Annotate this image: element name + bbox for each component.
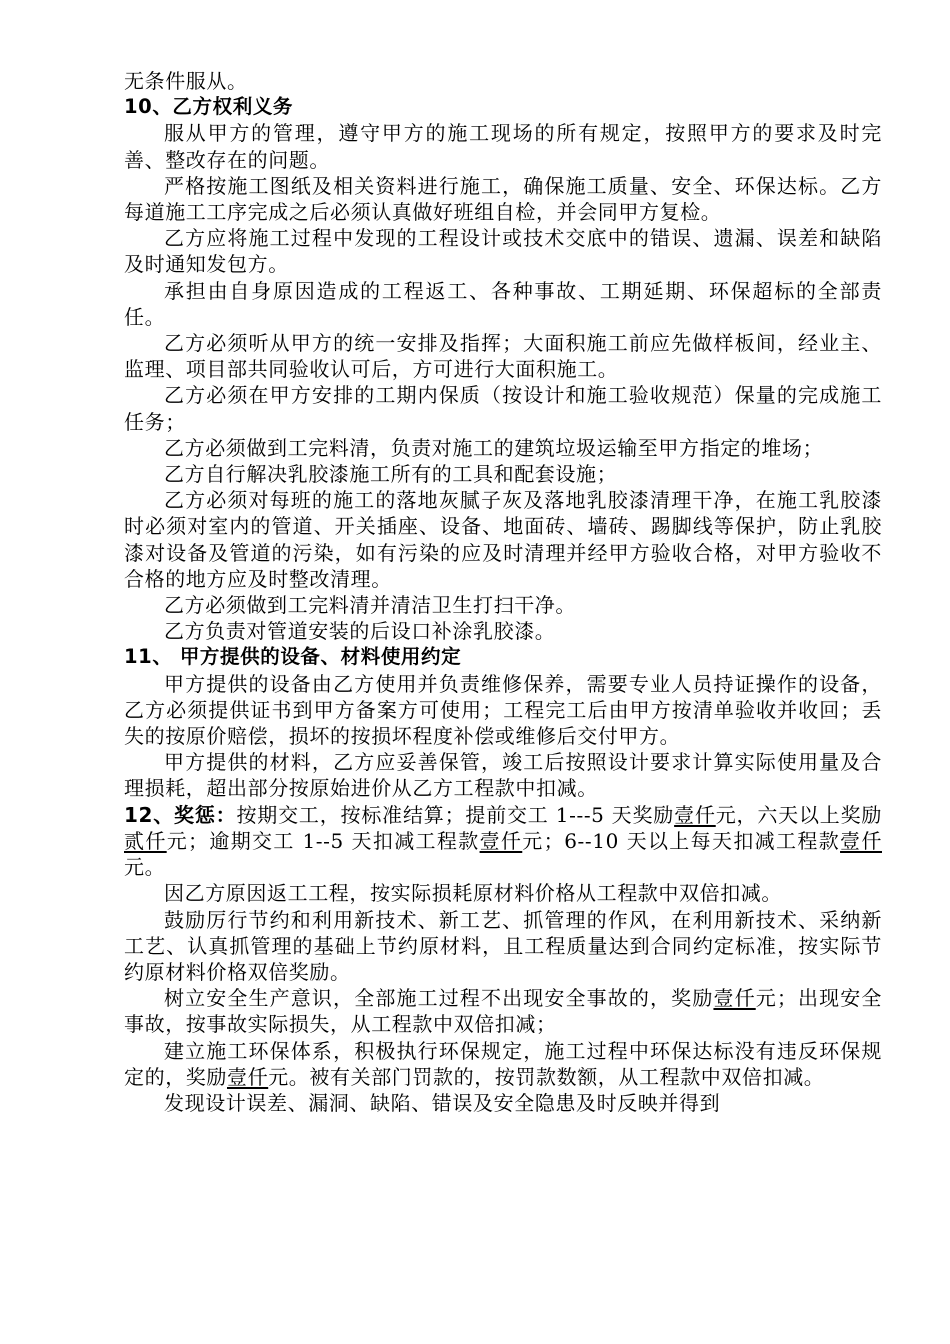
paragraph: 乙方应将施工过程中发现的工程设计或技术交底中的错误、遗漏、误差和缺陷及时通知发包方。 [124,226,882,277]
section-heading-10: 10、乙方权利义务 [124,95,294,119]
amount-blank: 壹仟 [674,802,716,827]
paragraph: 发现设计误差、漏洞、缺陷、错误及安全隐患及时反映并得到 [164,1090,721,1115]
text-run: 元。 [124,855,166,880]
text-run: 元；出现安全事故，按事故实际损失，从工程款中双倍扣减； [124,986,882,1037]
paragraph: 鼓励厉行节约和利用新技术、新工艺、抓管理的作风，在利用新技术、采纳新工艺、认真抓管理的基础上节约原材料，且工程质量达到合同约定标准，按实际节约原材料价格双倍奖励。 [124,907,882,984]
text-run: 树立安全生产意识，全部施工过程不出现安全事故的，奖励 [164,986,714,1011]
paragraph [124,1038,882,1090]
paragraph-continuation: 无条件服从。 [124,69,248,93]
amount-blank: 壹仟 [479,828,523,853]
paragraph: 乙方必须对每班的施工的落地灰腻子灰及落地乳胶漆清理干净，在施工乳胶漆时必须对室内的管道、开关插座、设备、地面砖、墙砖、踢脚线等保护，防止乳胶漆对设备及管道的污染，如有污染的应及时清理并经甲方验收合格，对甲方验收不合格的地方应及时整改清理。 [124,488,882,591]
paragraph: 服从甲方的管理，遵守甲方的施工现场的所有规定，按照甲方的要求及时完善、整改存在的问题。 [124,121,882,172]
paragraph: 严格按施工图纸及相关资料进行施工，确保施工质量、安全、环保达标。乙方每道施工工序完成之后必须认真做好班组自检，并会同甲方复检。 [124,173,882,225]
amount-blank: 壹仟 [227,1064,269,1089]
paragraph: 承担由自身原因造成的工程返工、各种事故、工期延期、环保超标的全部责任。 [124,278,882,329]
text-run: 元；6--10 天以上每天扣减工程款 [522,828,841,853]
text-run: 建立施工环保体系，积极执行环保规定，施工过程中环保达标没有违反环保规定的，奖励 [124,1038,882,1089]
paragraph: 乙方必须做到工完料清，负责对施工的建筑垃圾运输至甲方指定的堆场； [164,435,824,460]
text-run: 元；逾期交工 1--5 天扣减工程款 [166,828,480,853]
amount-blank: 壹仟 [713,986,756,1011]
paragraph: 乙方必须做到工完料清并清洁卫生打扫干净。 [164,593,576,618]
text-run: 元。被有关部门罚款的，按罚款数额，从工程款中双倍扣减。 [268,1064,825,1089]
section-heading-12: 12、奖惩： [124,802,237,827]
paragraph: 乙方自行解决乳胶漆施工所有的工具和配套设施； [164,462,618,487]
text-run: 按期交工，按标准结算；提前交工 1---5 天奖励 [236,802,675,827]
amount-blank: 壹仟 [840,828,882,853]
paragraph: 乙方负责对管道安装的后设口补涂乳胶漆。 [164,619,556,644]
text-run: 元，六天以上奖励 [715,802,882,827]
paragraph: 乙方必须听从甲方的统一安排及指挥；大面积施工前应先做样板间，经业主、监理、项目部共同验收认可后，方可进行大面积施工。 [124,331,882,382]
paragraph: 乙方必须在甲方安排的工期内保质（按设计和施工验收规范）保量的完成施工任务； [124,383,882,434]
paragraph: 因乙方原因返工工程，按实际损耗原材料价格从工程款中双倍扣减。 [164,881,782,906]
amount-blank: 贰仟 [124,828,167,853]
paragraph: 甲方提供的设备由乙方使用并负责维修保养，需要专业人员持证操作的设备，乙方必须提供证书到甲方备案方可使用；工程完工后由甲方按清单验收并收回；丢失的按原价赔偿，损坏的按损坏程度补偿或维修后交付甲方。 [124,671,882,749]
section-heading-11: 11、 甲方提供的设备、材料使用约定 [124,645,462,669]
section-12-paragraph [124,802,882,881]
document-page [124,68,882,1116]
paragraph: 甲方提供的材料，乙方应妥善保管，竣工后按照设计要求计算实际使用量及合理损耗，超出部分按原始进价从乙方工程款中扣减。 [124,750,882,801]
paragraph [124,985,882,1037]
